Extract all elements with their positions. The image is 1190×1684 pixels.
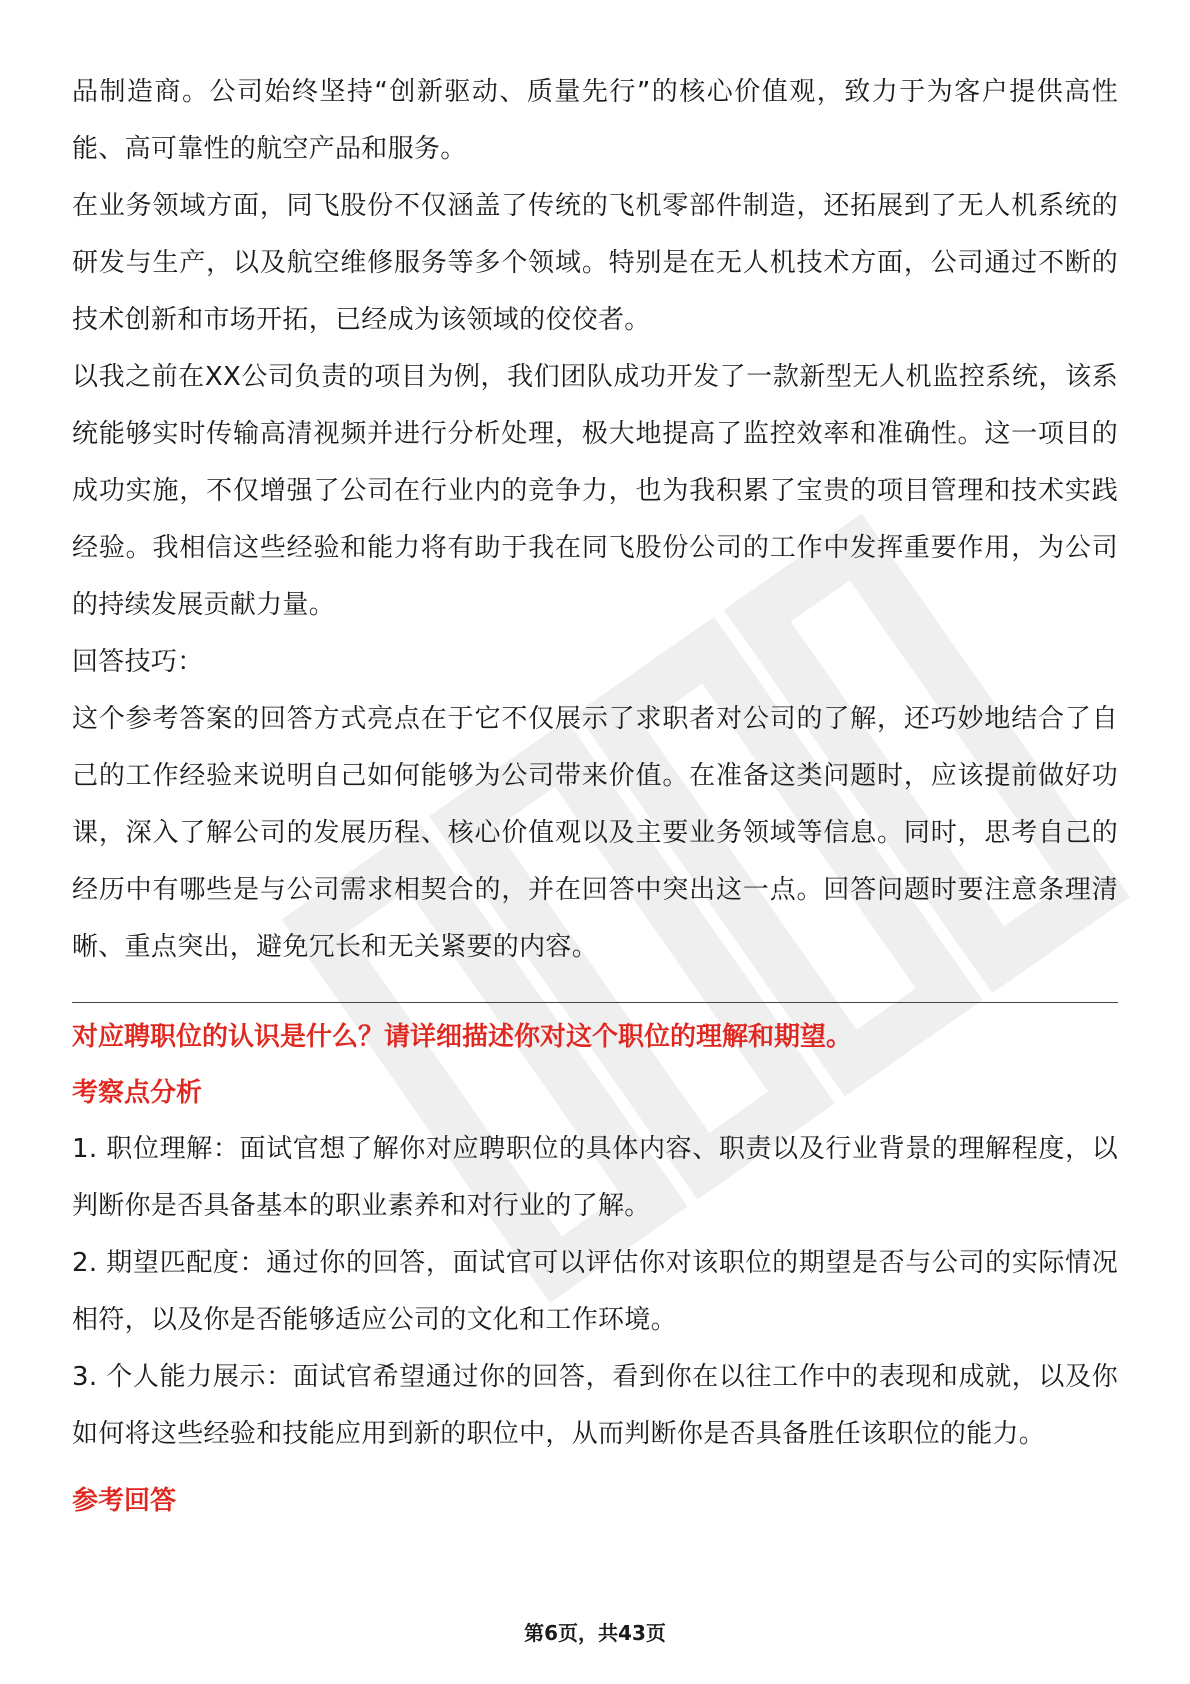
analysis-item: 2. 期望匹配度：通过你的回答，面试官可以评估你对该职位的期望是否与公司的实际情况相符，以及你是否能够适应公司的文化和工作环境。 [72, 1248, 1118, 1335]
analysis-item: 1. 职位理解：面试官想了解你对应聘职位的具体内容、职责以及行业背景的理解程度，以判断你是否具备基本的职业素养和对行业的了解。 [72, 1134, 1118, 1221]
document-body [72, 56, 1118, 1529]
body-paragraph: 在业务领域方面，同飞股份不仅涵盖了传统的飞机零部件制造，还拓展到了无人机系统的研发与生产，以及航空维修服务等多个领域。特别是在无人机技术方面，公司通过不断的技术创新和市场开拓，已经成为该领域的佼佼者。 [72, 191, 1118, 335]
body-paragraph: 以我之前在XX公司负责的项目为例，我们团队成功开发了一款新型无人机监控系统，该系统能够实时传输高清视频并进行分析处理，极大地提高了监控效率和准确性。这一项目的成功实施，不仅增强了公司在行业内的竞争力，也为我积累了宝贵的项目管理和技术实践经验。我相信这些经验和能力将有助于我在同飞股份公司的工作中发挥重要作用，为公司的持续发展贡献力量。 [72, 362, 1118, 620]
section-divider [72, 1002, 1118, 1003]
reference-answer-heading: 参考回答 [72, 1486, 177, 1516]
answer-tips-label: 回答技巧： [72, 647, 204, 677]
analysis-item: 3. 个人能力展示：面试官希望通过你的回答，看到你在以往工作中的表现和成就，以及你如何将这些经验和技能应用到新的职位中，从而判断你是否具备胜任该职位的能力。 [72, 1362, 1118, 1449]
analysis-heading: 考察点分析 [72, 1078, 203, 1108]
question-title: 对应聘职位的认识是什么？请详细描述你对这个职位的理解和期望。 [72, 1022, 853, 1052]
page-number: 第6页，共43页 [524, 1621, 666, 1645]
body-paragraph: 这个参考答案的回答方式亮点在于它不仅展示了求职者对公司的了解，还巧妙地结合了自己的工作经验来说明自己如何能够为公司带来价值。在准备这类问题时，应该提前做好功课，深入了解公司的发展历程、核心价值观以及主要业务领域等信息。同时，思考自己的经历中有哪些是与公司需求相契合的，并在回答中突出这一点。回答问题时要注意条理清晰、重点突出，避免冗长和无关紧要的内容。 [72, 704, 1118, 962]
body-paragraph: 品制造商。公司始终坚持“创新驱动、质量先行”的核心价值观，致力于为客户提供高性能、高可靠性的航空产品和服务。 [72, 77, 1118, 164]
